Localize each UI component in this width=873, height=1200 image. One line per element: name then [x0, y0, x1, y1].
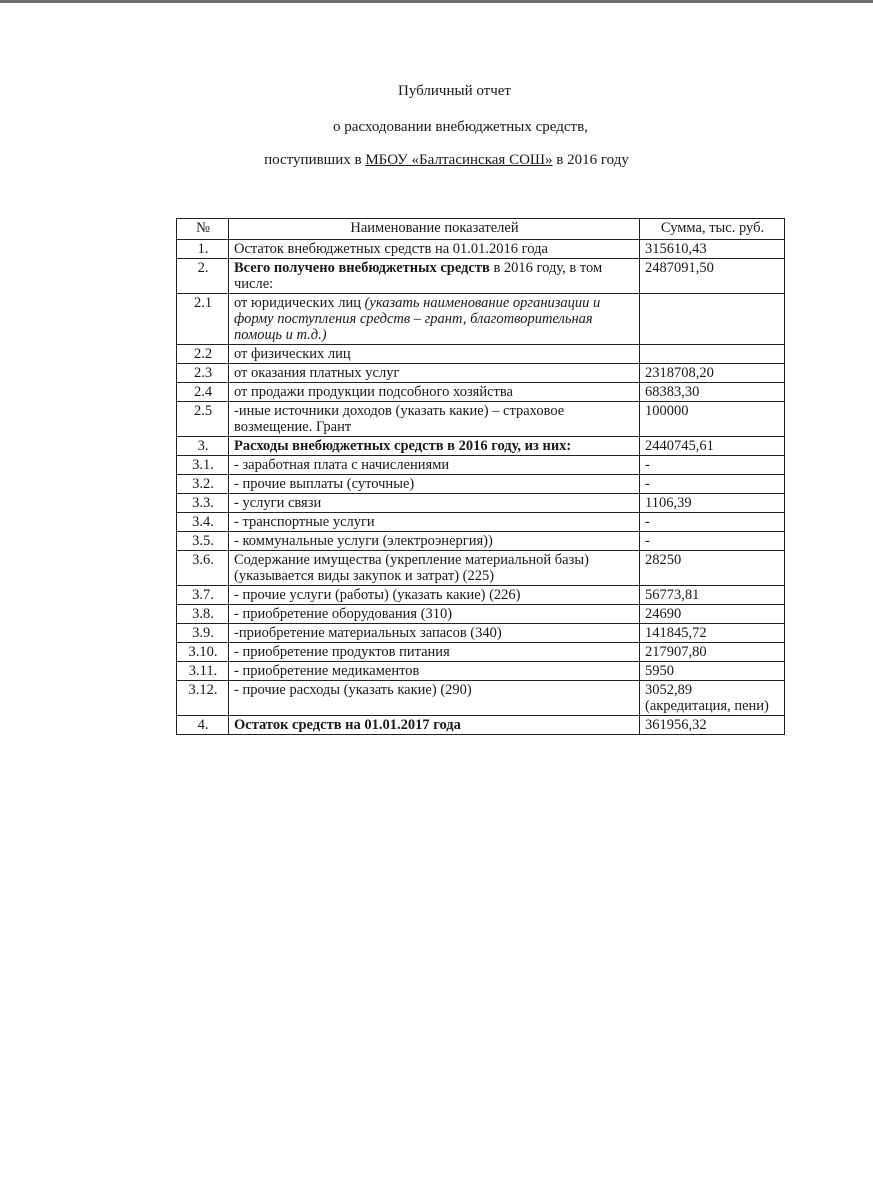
table-row — [177, 532, 785, 551]
row-number: 2.4 — [177, 383, 229, 402]
table-row — [177, 437, 785, 456]
row-number: 3. — [177, 437, 229, 456]
organization-name: МБОУ «Балтасинская СОШ» — [365, 152, 553, 168]
page-top-edge — [0, 0, 873, 3]
row-amount: 217907,80 — [640, 643, 785, 662]
row-name-bold: Расходы внебюджетных средств в 2016 году, из них: — [234, 438, 572, 454]
row-name: -иные источники доходов (указать какие) – страховое возмещение. Грант — [229, 402, 640, 437]
table-row — [177, 456, 785, 475]
row-amount: 2487091,50 — [640, 259, 785, 294]
table-row — [177, 716, 785, 735]
row-amount: 361956,32 — [640, 716, 785, 735]
row-name: - прочие услуги (работы) (указать какие) (226) — [229, 586, 640, 605]
subtitle-prefix: поступивших в — [264, 152, 366, 168]
row-number: 2.5 — [177, 402, 229, 437]
table-row — [177, 475, 785, 494]
row-number: 3.7. — [177, 586, 229, 605]
row-name: от физических лиц — [229, 345, 640, 364]
row-name-rest: в 2016 году, в том числе: — [234, 260, 603, 292]
row-number: 4. — [177, 716, 229, 735]
row-amount: 5950 — [640, 662, 785, 681]
row-amount: 2440745,61 — [640, 437, 785, 456]
row-name: - приобретение оборудования (310) — [229, 605, 640, 624]
row-number: 3.10. — [177, 643, 229, 662]
table-row — [177, 662, 785, 681]
table-row — [177, 681, 785, 716]
row-amount: - — [640, 513, 785, 532]
row-number: 2.1 — [177, 294, 229, 345]
row-amount — [640, 294, 785, 345]
row-amount: 24690 — [640, 605, 785, 624]
row-name-italic: (указать наименование организации и форму поступления средств – грант, благотворительная помощь и т.д.) — [234, 295, 601, 343]
header-amount: Сумма, тыс. руб. — [640, 219, 785, 240]
table-row — [177, 605, 785, 624]
subtitle-suffix: в 2016 году — [552, 152, 629, 168]
row-name: -приобретение материальных запасов (340) — [229, 624, 640, 643]
row-name — [229, 259, 640, 294]
row-number: 3.12. — [177, 681, 229, 716]
row-name-plain: от юридических лиц — [234, 295, 365, 311]
table-row — [177, 240, 785, 259]
table-row — [177, 383, 785, 402]
row-number: 2.3 — [177, 364, 229, 383]
row-number: 3.1. — [177, 456, 229, 475]
header-indicator-name: Наименование показателей — [229, 219, 640, 240]
header-number: № — [177, 219, 229, 240]
row-name: - прочие расходы (указать какие) (290) — [229, 681, 640, 716]
row-number: 2.2 — [177, 345, 229, 364]
row-number: 3.5. — [177, 532, 229, 551]
row-number: 3.2. — [177, 475, 229, 494]
row-name: - услуги связи — [229, 494, 640, 513]
row-amount: 1106,39 — [640, 494, 785, 513]
row-name: от продажи продукции подсобного хозяйства — [229, 383, 640, 402]
row-amount: 315610,43 — [640, 240, 785, 259]
report-title: Публичный отчет — [398, 83, 511, 99]
row-name: от оказания платных услуг — [229, 364, 640, 383]
row-number: 3.6. — [177, 551, 229, 586]
row-name: Остаток внебюджетных средств на 01.01.2016 года — [229, 240, 640, 259]
row-amount: 100000 — [640, 402, 785, 437]
row-name — [229, 437, 640, 456]
table-header-row — [177, 219, 785, 240]
table-row — [177, 294, 785, 345]
row-amount: 56773,81 — [640, 586, 785, 605]
row-amount: - — [640, 456, 785, 475]
report-table — [176, 218, 785, 735]
table-row — [177, 402, 785, 437]
row-name: - прочие выплаты (суточные) — [229, 475, 640, 494]
report-subtitle: о расходовании внебюджетных средств, — [333, 119, 588, 135]
row-number: 3.3. — [177, 494, 229, 513]
row-amount — [640, 345, 785, 364]
row-name: - коммунальные услуги (электроэнергия)) — [229, 532, 640, 551]
row-name: Содержание имущества (укрепление материальной базы) (указывается виды закупок и затрат) (225) — [229, 551, 640, 586]
row-name-bold: Всего получено внебюджетных средств — [234, 260, 490, 276]
row-name: - приобретение медикаментов — [229, 662, 640, 681]
table-row — [177, 643, 785, 662]
row-number: 3.11. — [177, 662, 229, 681]
row-name: - приобретение продуктов питания — [229, 643, 640, 662]
table-row — [177, 551, 785, 586]
row-number: 2. — [177, 259, 229, 294]
row-number: 3.4. — [177, 513, 229, 532]
row-number: 3.8. — [177, 605, 229, 624]
row-amount: 68383,30 — [640, 383, 785, 402]
row-amount: 141845,72 — [640, 624, 785, 643]
report-subtitle-org-line — [10, 151, 873, 169]
row-name — [229, 294, 640, 345]
row-name-bold: Остаток средств на 01.01.2017 года — [234, 717, 461, 733]
row-amount: - — [640, 532, 785, 551]
row-name: - заработная плата с начислениями — [229, 456, 640, 475]
table-row — [177, 364, 785, 383]
table-row — [177, 259, 785, 294]
table-row — [177, 513, 785, 532]
row-number: 3.9. — [177, 624, 229, 643]
table-row — [177, 345, 785, 364]
row-amount: 28250 — [640, 551, 785, 586]
row-name: - транспортные услуги — [229, 513, 640, 532]
table-row — [177, 586, 785, 605]
table-row — [177, 624, 785, 643]
row-amount: - — [640, 475, 785, 494]
row-amount: 2318708,20 — [640, 364, 785, 383]
table-row — [177, 494, 785, 513]
row-number: 1. — [177, 240, 229, 259]
row-amount: 3052,89 (акредитация, пени) — [640, 681, 785, 716]
row-name — [229, 716, 640, 735]
